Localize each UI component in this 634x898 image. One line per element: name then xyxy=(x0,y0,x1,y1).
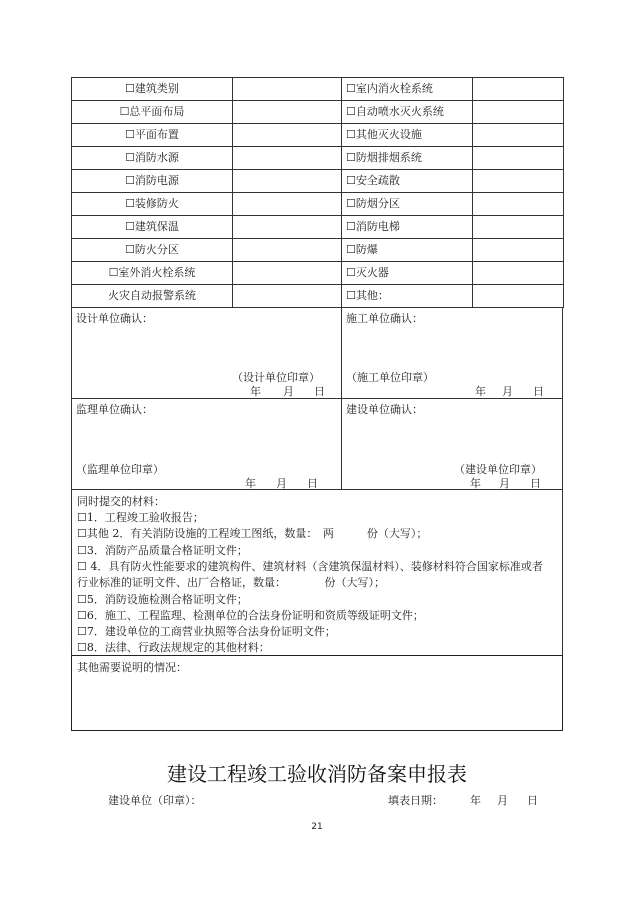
fill-date-label: 填表日期： xyxy=(388,794,443,807)
construction-unit-date: 年 月 日 xyxy=(475,385,544,398)
checklist-item-right[interactable]: ☐安全疏散 xyxy=(342,170,473,193)
checklist-item-right[interactable]: ☐自动喷水灭火系统 xyxy=(342,101,473,124)
checklist-item-right[interactable]: ☐防烟排烟系统 xyxy=(342,147,473,170)
builder-unit-label: 建设单位确认： xyxy=(346,403,423,416)
checklist-row xyxy=(72,170,564,193)
materials-heading: 同时提交的材料： xyxy=(77,495,165,508)
material-item[interactable]: ☐5．消防设施检测合格证明文件； xyxy=(77,592,248,606)
checklist-value-right[interactable] xyxy=(473,216,564,239)
checklist-value-left[interactable] xyxy=(233,101,342,124)
checklist-row xyxy=(72,78,564,101)
other-notes-box[interactable] xyxy=(71,655,563,731)
checklist-item-left[interactable]: ☐平面布置 xyxy=(72,124,233,147)
checklist-item-left[interactable]: 火灾自动报警系统 xyxy=(72,285,233,308)
material-item[interactable]: ☐ 4．具有防火性能要求的建筑构件、建筑材料（含建筑保温材料）、装修材料符合国家标准或者 xyxy=(77,559,543,573)
builder-unit-confirmation xyxy=(341,398,563,490)
supervision-unit-date: 年 月 日 xyxy=(245,477,318,490)
checklist-value-right[interactable] xyxy=(473,101,564,124)
checklist-item-right[interactable]: ☐防烟分区 xyxy=(342,193,473,216)
checklist-value-right[interactable] xyxy=(473,78,564,101)
checklist-item-left[interactable]: ☐建筑保温 xyxy=(72,216,233,239)
design-unit-label: 设计单位确认： xyxy=(76,312,153,325)
inspection-items-table xyxy=(71,77,564,308)
design-unit-date: 年 月 日 xyxy=(250,385,325,398)
material-item[interactable]: 行业标准的证明文件、出厂合格证，数量： 份（大写）； xyxy=(77,576,385,590)
supervision-unit-seal: （监理单位印章） xyxy=(76,463,164,476)
construction-unit-confirmation xyxy=(341,307,563,399)
checklist-value-left[interactable] xyxy=(233,239,342,262)
fill-date-year: 年 xyxy=(470,794,481,807)
form-title: 建设工程竣工验收消防备案申报表 xyxy=(167,762,467,786)
checklist-row xyxy=(72,262,564,285)
checklist-value-left[interactable] xyxy=(233,285,342,308)
checklist-row xyxy=(72,193,564,216)
checklist-item-left[interactable]: ☐总平面布局 xyxy=(72,101,233,124)
checklist-row xyxy=(72,239,564,262)
material-item[interactable]: ☐6．施工、工程监理、检测单位的合法身份证明和资质等级证明文件； xyxy=(77,608,424,622)
material-item[interactable]: ☐8．法律、行政法规规定的其他材料： xyxy=(77,641,270,655)
checklist-row xyxy=(72,285,564,308)
supervision-unit-confirmation xyxy=(71,398,342,490)
checklist-item-left[interactable]: ☐建筑类别 xyxy=(72,78,233,101)
checklist-value-right[interactable] xyxy=(473,193,564,216)
checklist-value-left[interactable] xyxy=(233,147,342,170)
material-item[interactable]: ☐3．消防产品质量合格证明文件； xyxy=(77,543,248,557)
checklist-item-left[interactable]: ☐装修防火 xyxy=(72,193,233,216)
checklist-row xyxy=(72,147,564,170)
checklist-item-left[interactable]: ☐防火分区 xyxy=(72,239,233,262)
construction-unit-label: 施工单位确认： xyxy=(346,312,423,325)
checklist-value-left[interactable] xyxy=(233,216,342,239)
fill-date-month: 月 xyxy=(497,794,508,807)
checklist-item-right[interactable]: ☐其他： xyxy=(342,285,473,308)
builder-unit-seal: （建设单位印章） xyxy=(454,463,542,476)
builder-unit-date: 年 月 日 xyxy=(470,477,541,490)
checklist-value-right[interactable] xyxy=(473,262,564,285)
checklist-item-left[interactable]: ☐室外消火栓系统 xyxy=(72,262,233,285)
checklist-value-left[interactable] xyxy=(233,78,342,101)
checklist-value-left[interactable] xyxy=(233,193,342,216)
design-unit-seal: （设计单位印章） xyxy=(232,371,320,384)
checklist-row xyxy=(72,216,564,239)
fill-date-day: 日 xyxy=(527,794,538,807)
checklist-value-left[interactable] xyxy=(233,170,342,193)
checklist-item-left[interactable]: ☐消防电源 xyxy=(72,170,233,193)
submitted-materials xyxy=(71,489,563,656)
checklist-item-right[interactable]: ☐消防电梯 xyxy=(342,216,473,239)
checklist-value-right[interactable] xyxy=(473,285,564,308)
builder-seal-label: 建设单位（印章）： xyxy=(108,794,202,807)
checklist-value-right[interactable] xyxy=(473,147,564,170)
checklist-value-left[interactable] xyxy=(233,124,342,147)
material-item[interactable]: ☐其他 2．有关消防设施的工程竣工图纸，数量： 两 份（大写）； xyxy=(77,527,428,541)
checklist-item-right[interactable]: ☐灭火器 xyxy=(342,262,473,285)
material-item[interactable]: ☐7．建设单位的工商营业执照等合法身份证明文件； xyxy=(77,625,336,639)
supervision-unit-label: 监理单位确认： xyxy=(76,403,153,416)
material-item[interactable]: ☐1．工程竣工验收报告； xyxy=(77,511,204,524)
construction-unit-seal: （施工单位印章） xyxy=(346,371,434,384)
checklist-row xyxy=(72,124,564,147)
checklist-value-right[interactable] xyxy=(473,124,564,147)
other-notes-label: 其他需要说明的情况： xyxy=(77,661,187,674)
checklist-item-right[interactable]: ☐室内消火栓系统 xyxy=(342,78,473,101)
checklist-item-left[interactable]: ☐消防水源 xyxy=(72,147,233,170)
page-number: 21 xyxy=(311,822,323,832)
checklist-row xyxy=(72,101,564,124)
checklist-value-right[interactable] xyxy=(473,239,564,262)
checklist-value-right[interactable] xyxy=(473,170,564,193)
checklist-value-left[interactable] xyxy=(233,262,342,285)
checklist-item-right[interactable]: ☐其他灭火设施 xyxy=(342,124,473,147)
checklist-item-right[interactable]: ☐防爆 xyxy=(342,239,473,262)
design-unit-confirmation xyxy=(71,307,342,399)
